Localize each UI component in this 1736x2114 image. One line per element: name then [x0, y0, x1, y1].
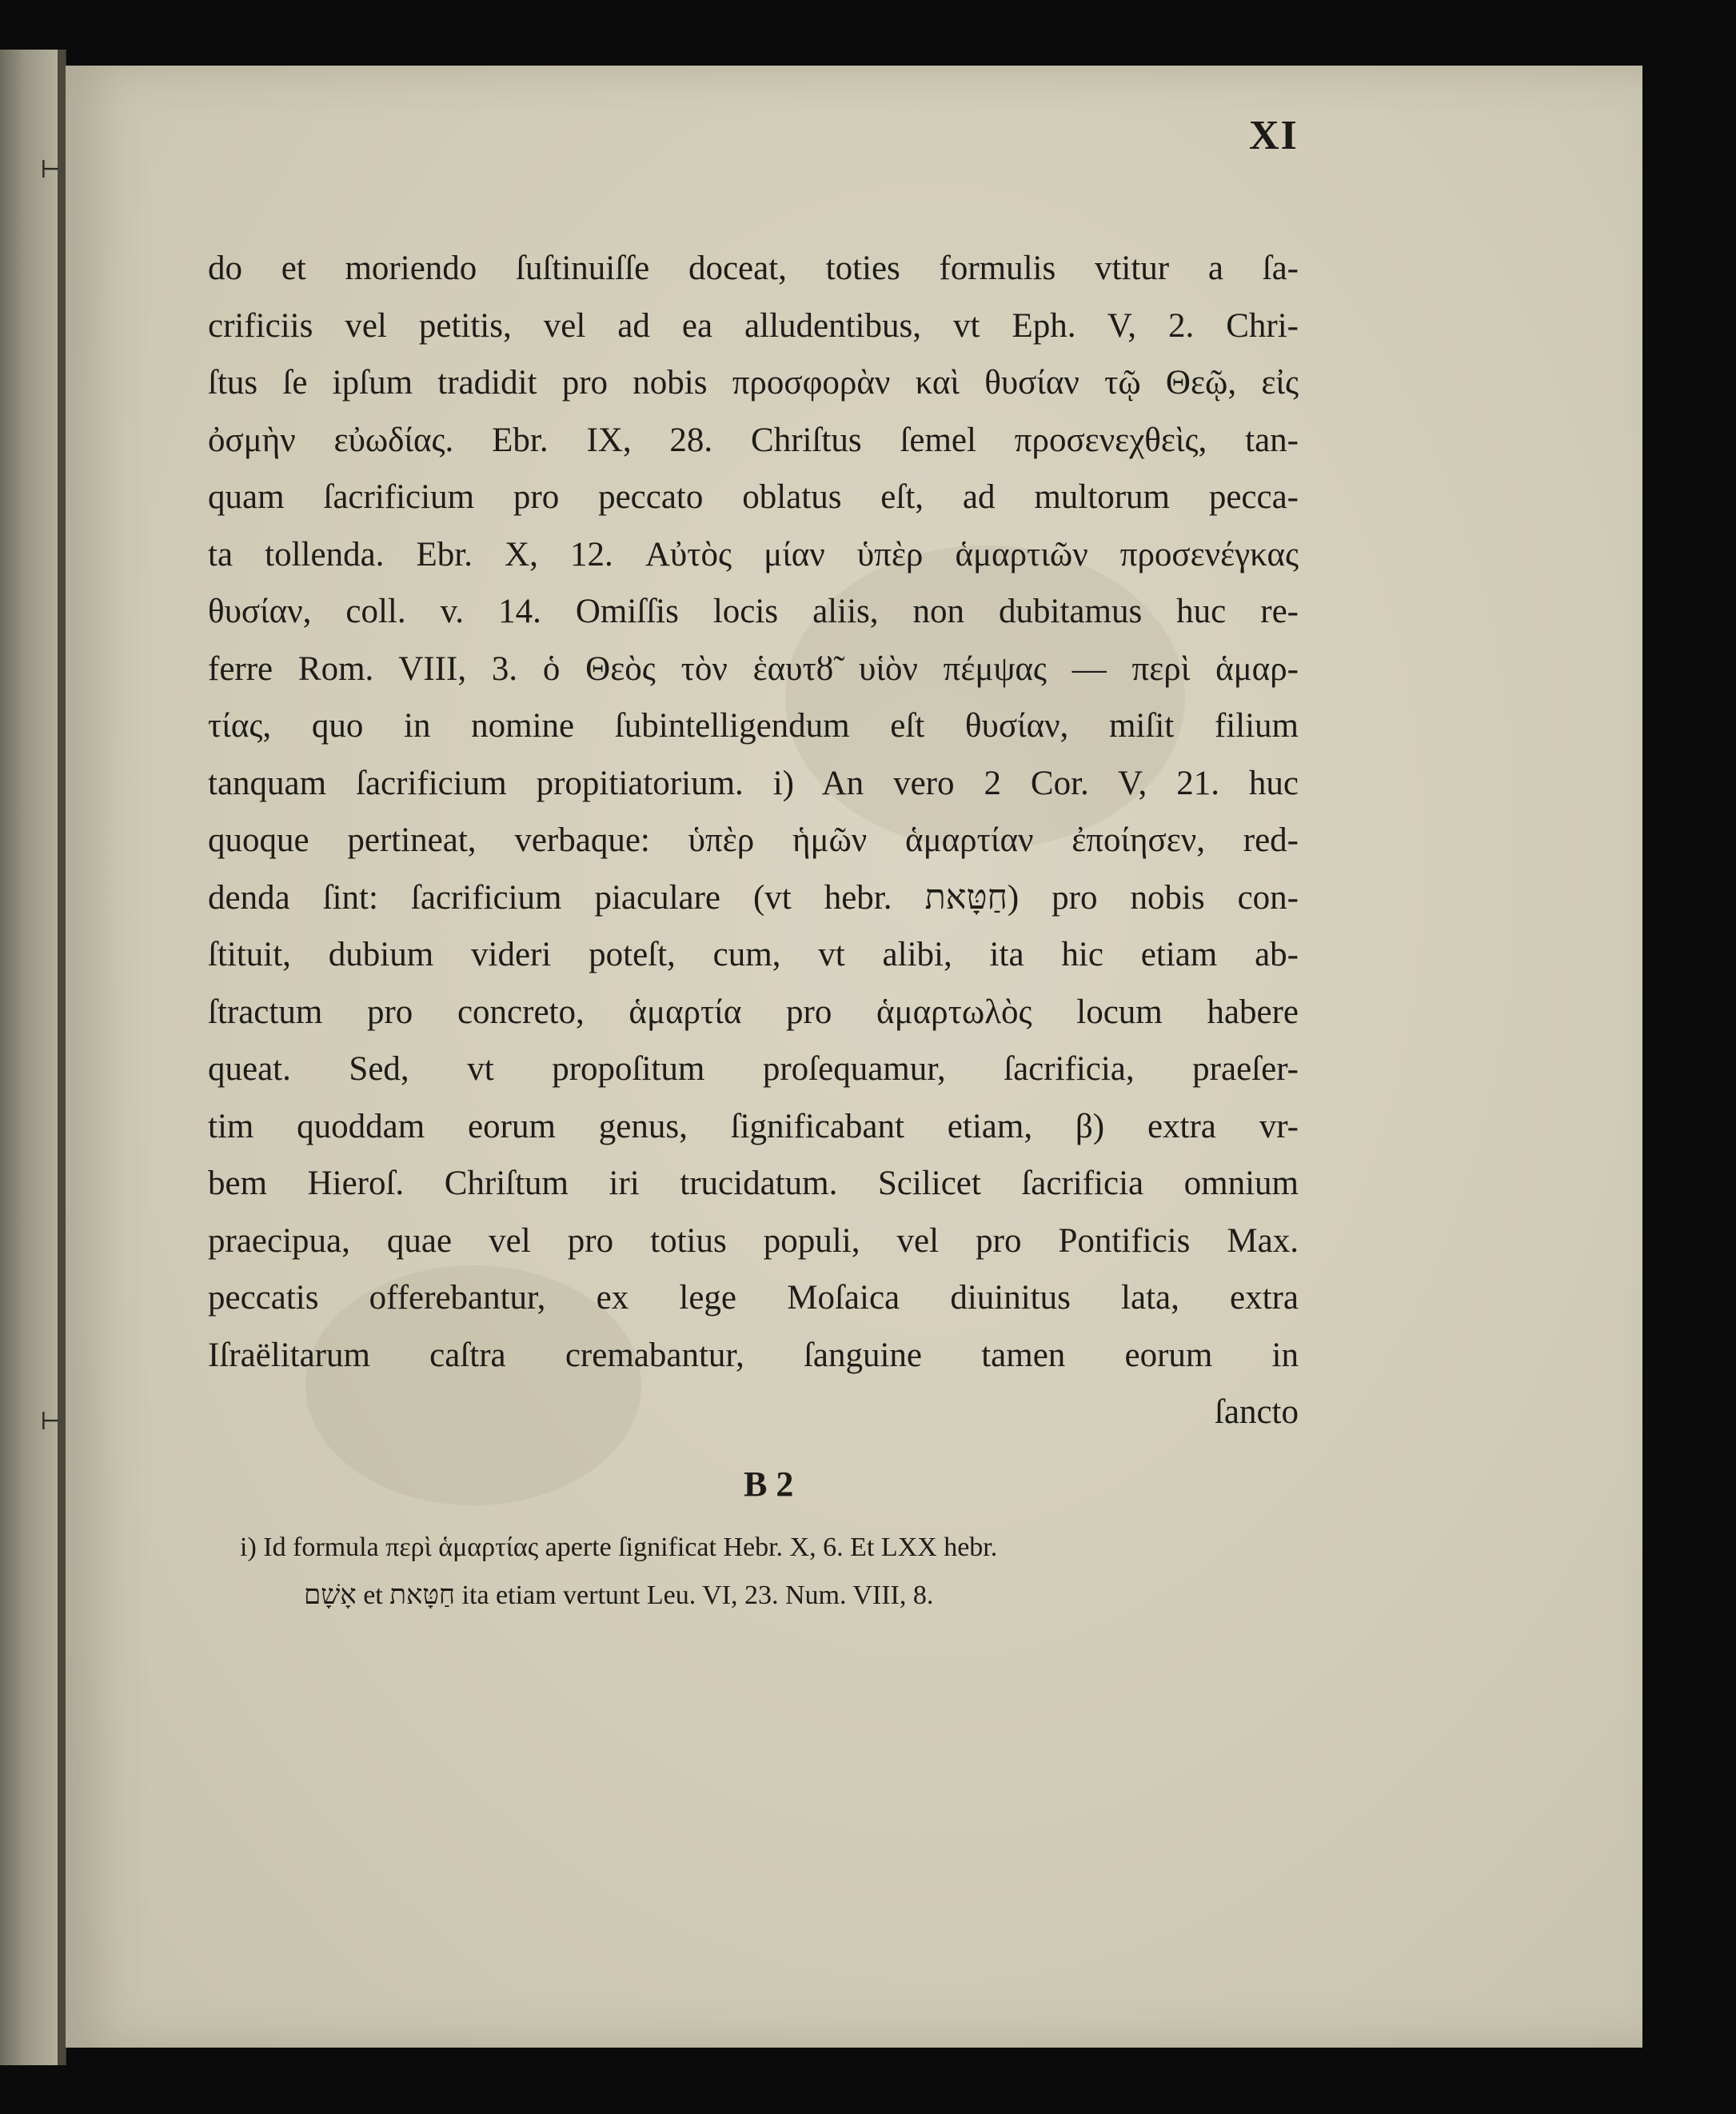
text-line: τίας, quo in nomine ſubintelligendum eſt θυσίαν, miſit filium [208, 707, 1299, 745]
text-line: ferre Rom. VIII, 3. ὁ Θεὸς τὸν ἑαυτȣ̃ υἱὸν πέμψας — περὶ ἁμαρ- [208, 649, 1299, 688]
text-line: Iſraëlitarum caſtra cremabantur, ſanguine tamen eorum in [208, 1336, 1299, 1374]
binding-thread-mark: ⊢ [40, 157, 61, 183]
facing-page-edge [0, 50, 66, 2065]
text-line: quam ſacrificium pro peccato oblatus eſt, ad multorum pecca- [208, 478, 1299, 516]
text-line: ſtus ſe ipſum tradidit pro nobis προσφορὰν καὶ θυσίαν τῷ Θεῷ, εἰς [208, 364, 1299, 402]
footnote [240, 1524, 1311, 1620]
book-spine [58, 50, 66, 2065]
text-line: do et moriendo ſuſtinuiſſe doceat, toties formulis vtitur a ſa- [208, 250, 1299, 287]
text-line: peccatis offerebantur, ex lege Moſaica diuinitus lata, extra [208, 1279, 1299, 1317]
body-text [208, 240, 1299, 1441]
text-line: tanquam ſacrificium propitiatorium. i) An vero 2 Cor. V, 21. huc [208, 764, 1299, 802]
text-line: bem Hieroſ. Chriſtum iri trucidatum. Scilicet ſacrificia omnium [208, 1165, 1299, 1202]
text-line: queat. Sed, vt propoſitum proſequamur, ſacrificia, praeſer- [208, 1050, 1299, 1088]
text-line: praecipua, quae vel pro totius populi, vel pro Pontificis Max. [208, 1221, 1299, 1260]
binding-thread-mark: ⊢ [40, 1409, 61, 1435]
text-line: denda ſint: ſacrificium piaculare (vt hebr. חַטָּאת) pro nobis con- [208, 878, 1299, 917]
text-line: θυσίαν, coll. v. 14. Omiſſis locis aliis, non dubitamus huc re- [208, 593, 1299, 630]
text-line: ὀσμὴν εὐωδίας. Ebr. IX, 28. Chriſtus ſemel προσενεχθεὶς, tan- [208, 421, 1299, 459]
footnote-line: אָשָׁם et חַטָּאת ita etiam vertunt Leu. VI, 23. Num. VIII, 8. [304, 1581, 934, 1610]
text-line: ta tollenda. Ebr. X, 12. Αὐτὸς μίαν ὑπὲρ ἁμαρτιῶν προσενέγκας [208, 535, 1299, 573]
text-line: ſtractum pro concreto, ἁμαρτία pro ἁμαρτωλὸς locum habere [208, 993, 1299, 1031]
text-line: tim quoddam eorum genus, ſignificabant etiam, β) extra vr- [208, 1107, 1299, 1145]
text-line: quoque pertineat, verbaque: ὑπὲρ ἡμῶν ἁμαρτίαν ἐποίησεν, red- [208, 821, 1299, 859]
page-number: XI [1249, 113, 1299, 158]
footnote-line: i) Id formula περὶ ἁμαρτίας aperte ſignificat Hebr. X, 6. Et LXX hebr. [240, 1533, 998, 1562]
signature-mark: B 2 [744, 1465, 794, 1504]
text-line: crificiis vel petitis, vel ad ea alludentibus, vt Eph. V, 2. Chri- [208, 306, 1299, 345]
text-line: ſtituit, dubium videri poteſt, cum, vt alibi, ita hic etiam ab- [208, 936, 1299, 973]
catchword: ſancto [1214, 1393, 1299, 1431]
